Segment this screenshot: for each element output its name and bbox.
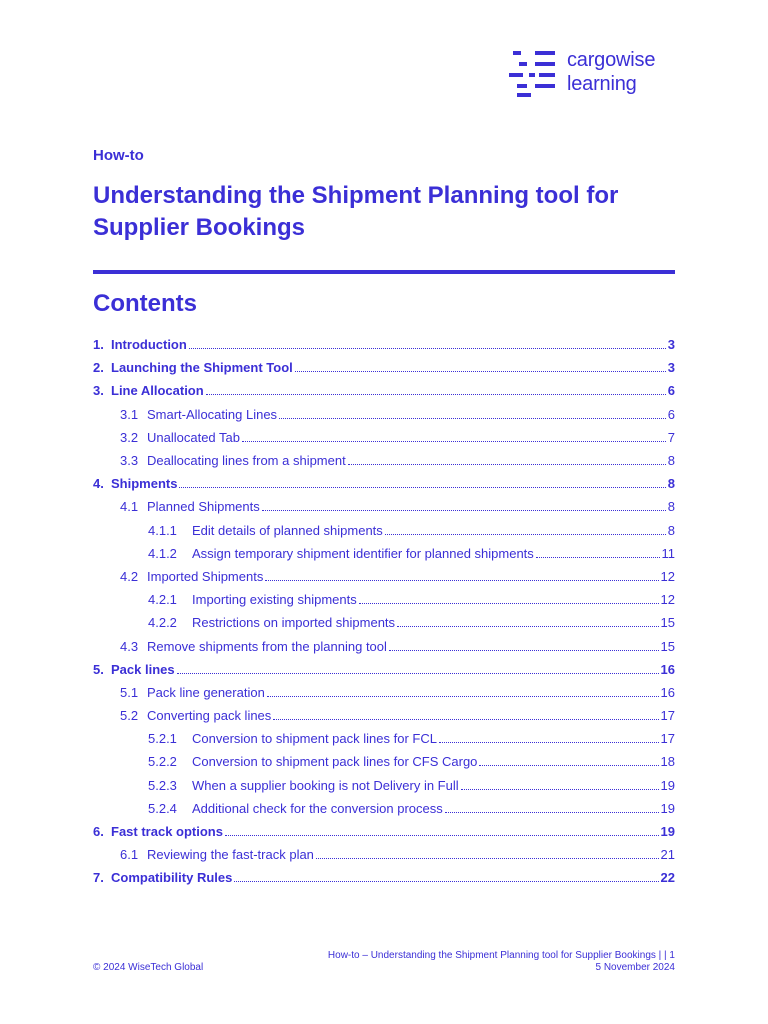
toc-entry-label[interactable]: Planned Shipments: [147, 499, 260, 515]
toc-entry-page[interactable]: 8: [667, 476, 675, 492]
toc-leader-dots: [439, 742, 659, 743]
toc-leader-dots: [295, 371, 666, 372]
toc-entry-page[interactable]: 17: [660, 708, 675, 724]
toc-leader-dots: [265, 580, 658, 581]
toc-leader-dots: [279, 418, 666, 419]
toc-entry-label[interactable]: Shipments: [111, 476, 178, 492]
toc-entry-label[interactable]: Unallocated Tab: [147, 429, 240, 445]
toc-leader-dots: [445, 812, 659, 813]
toc-entry[interactable]: [93, 449, 675, 472]
toc-leader-dots: [206, 394, 666, 395]
brand-line2: learning: [567, 73, 637, 95]
toc-entry-page[interactable]: 16: [660, 684, 675, 700]
toc-leader-dots: [348, 464, 666, 465]
toc-entry-page[interactable]: 22: [660, 870, 675, 886]
toc-entry-number: 3.2: [120, 429, 139, 445]
toc-entry-page[interactable]: 7: [667, 429, 675, 445]
toc-entry-label[interactable]: Pack line generation: [147, 684, 265, 700]
toc-entry-number: 4.: [93, 476, 104, 492]
toc-leader-dots: [267, 696, 659, 697]
toc-entry-label[interactable]: Introduction: [111, 337, 187, 353]
toc-entry-number: 6.: [93, 824, 104, 840]
toc-entry[interactable]: [93, 403, 675, 426]
toc-entry[interactable]: [93, 495, 675, 518]
toc-entry[interactable]: [93, 704, 675, 727]
toc-entry[interactable]: [93, 866, 675, 889]
toc-entry-number: 3.: [93, 383, 104, 399]
toc-leader-dots: [385, 534, 666, 535]
toc-entry-number: 4.1: [120, 499, 139, 515]
toc-entry-page[interactable]: 19: [660, 800, 675, 816]
toc-entry-page[interactable]: 12: [660, 592, 675, 608]
toc-entry[interactable]: [93, 750, 675, 773]
toc-entry-page[interactable]: 15: [660, 638, 675, 654]
toc-leader-dots: [389, 650, 659, 651]
toc-entry-page[interactable]: 6: [667, 383, 675, 399]
toc-entry-label[interactable]: Assign temporary shipment identifier for planned shipments: [192, 545, 534, 561]
toc-entry-number: 5.2.4: [148, 800, 177, 816]
toc-entry-page[interactable]: 19: [660, 777, 675, 793]
footer-doc-ref: How-to – Understanding the Shipment Planning tool for Supplier Bookings | | 1: [327, 950, 675, 961]
toc-entry[interactable]: [93, 611, 675, 634]
toc-entry-page[interactable]: 19: [660, 824, 675, 840]
toc-entry[interactable]: [93, 379, 675, 402]
toc-leader-dots: [461, 789, 659, 790]
toc-leader-dots: [273, 719, 658, 720]
toc-entry-label[interactable]: Compatibility Rules: [111, 870, 233, 886]
toc-entry[interactable]: [93, 565, 675, 588]
toc-entry-number: 4.2.1: [148, 592, 177, 608]
toc-entry-page[interactable]: 15: [660, 615, 675, 631]
toc-entry-page[interactable]: 16: [660, 661, 675, 677]
toc-leader-dots: [225, 835, 659, 836]
toc-entry-number: 5.2.3: [148, 777, 177, 793]
toc-entry-page[interactable]: 6: [667, 406, 675, 422]
toc-entry-number: 7.: [93, 870, 104, 886]
toc-entry-page[interactable]: 11: [661, 545, 675, 561]
toc-entry-number: 1.: [93, 337, 104, 353]
toc-entry-number: 5.1: [120, 684, 139, 700]
toc-entry-page[interactable]: 8: [667, 522, 675, 538]
toc-entry-page[interactable]: 18: [660, 754, 675, 770]
toc-entry-label[interactable]: When a supplier booking is not Delivery in Full: [192, 777, 459, 793]
toc-entry-number: 3.3: [120, 453, 139, 469]
toc-entry-page[interactable]: 17: [660, 731, 675, 747]
toc-entry-label[interactable]: Restrictions on imported shipments: [192, 615, 396, 631]
toc-entry-number: 4.1.2: [148, 545, 177, 561]
toc-entry-label[interactable]: Importing existing shipments: [192, 592, 357, 608]
toc-entry-label[interactable]: Line Allocation: [111, 383, 204, 399]
toc-entry-label[interactable]: Imported Shipments: [147, 568, 264, 584]
toc-entry-label[interactable]: Smart-Allocating Lines: [147, 406, 278, 422]
toc-entry[interactable]: [93, 588, 675, 611]
brand-wordmark: [567, 48, 655, 96]
toc-entry-number: 4.3: [120, 638, 139, 654]
toc-entry[interactable]: [93, 774, 675, 797]
toc-entry-label[interactable]: Conversion to shipment pack lines for FCL: [192, 731, 437, 747]
toc-entry[interactable]: [93, 681, 675, 704]
toc-entry[interactable]: [93, 472, 675, 495]
toc-entry[interactable]: [93, 634, 675, 657]
toc-leader-dots: [177, 673, 659, 674]
toc-entry-label[interactable]: Remove shipments from the planning tool: [147, 638, 387, 654]
cargowise-logo-icon: [509, 49, 557, 97]
toc-entry[interactable]: [93, 820, 675, 843]
toc-entry-label[interactable]: Launching the Shipment Tool: [111, 360, 293, 376]
toc-entry-number: 4.1.1: [148, 522, 177, 538]
toc-entry-number: 4.2.2: [148, 615, 177, 631]
toc-entry-label[interactable]: Conversion to shipment pack lines for CFS Cargo: [192, 754, 478, 770]
toc-entry[interactable]: [93, 333, 675, 356]
toc-entry[interactable]: [93, 658, 675, 681]
toc-entry-number: 6.1: [120, 847, 139, 863]
toc-entry-page[interactable]: 3: [667, 337, 675, 353]
toc-entry-label[interactable]: Fast track options: [111, 824, 223, 840]
toc-leader-dots: [242, 441, 666, 442]
toc-entry-label[interactable]: Reviewing the fast-track plan: [147, 847, 314, 863]
toc-leader-dots: [189, 348, 666, 349]
toc-entry[interactable]: [93, 542, 675, 565]
doc-kicker: How-to: [93, 147, 144, 164]
toc-entry-page[interactable]: 3: [667, 360, 675, 376]
toc-entry-page[interactable]: 8: [667, 499, 675, 515]
toc-leader-dots: [316, 858, 659, 859]
toc-entry[interactable]: [93, 426, 675, 449]
toc-entry-number: 5.: [93, 661, 104, 677]
toc-leader-dots: [262, 510, 666, 511]
toc-leader-dots: [359, 603, 659, 604]
toc-entry-number: 5.2.2: [148, 754, 177, 770]
toc-entry-page[interactable]: 21: [660, 847, 675, 863]
toc-leader-dots: [397, 626, 659, 627]
toc-entry-label[interactable]: Converting pack lines: [147, 708, 272, 724]
brand-logo: [509, 48, 679, 100]
toc-entry-label[interactable]: Deallocating lines from a shipment: [147, 453, 346, 469]
toc-entry-label[interactable]: Edit details of planned shipments: [192, 522, 383, 538]
table-of-contents: [93, 333, 675, 890]
toc-entry-number: 5.2.1: [148, 731, 177, 747]
toc-entry-number: 4.2: [120, 568, 139, 584]
toc-entry[interactable]: [93, 797, 675, 820]
page-title: Understanding the Shipment Planning tool for Supplier Bookings: [93, 182, 619, 241]
toc-entry-label[interactable]: Pack lines: [111, 661, 175, 677]
footer-date: 5 November 2024: [595, 962, 675, 973]
toc-entry-number: 2.: [93, 360, 104, 376]
footer-copyright: © 2024 WiseTech Global: [93, 962, 204, 973]
toc-entry[interactable]: [93, 356, 675, 379]
title-divider: [93, 270, 675, 274]
toc-entry[interactable]: [93, 727, 675, 750]
brand-line1: cargowise: [567, 49, 656, 71]
toc-entry-label[interactable]: Additional check for the conversion process: [192, 800, 443, 816]
toc-entry-page[interactable]: 8: [667, 453, 675, 469]
toc-entry-number: 5.2: [120, 708, 139, 724]
contents-heading: Contents: [93, 290, 197, 317]
toc-leader-dots: [234, 881, 658, 882]
toc-entry-number: 3.1: [120, 406, 139, 422]
toc-leader-dots: [479, 765, 658, 766]
toc-leader-dots: [179, 487, 665, 488]
toc-leader-dots: [536, 557, 660, 558]
toc-entry[interactable]: [93, 843, 675, 866]
toc-entry-page[interactable]: 12: [660, 568, 675, 584]
toc-entry[interactable]: [93, 519, 675, 542]
